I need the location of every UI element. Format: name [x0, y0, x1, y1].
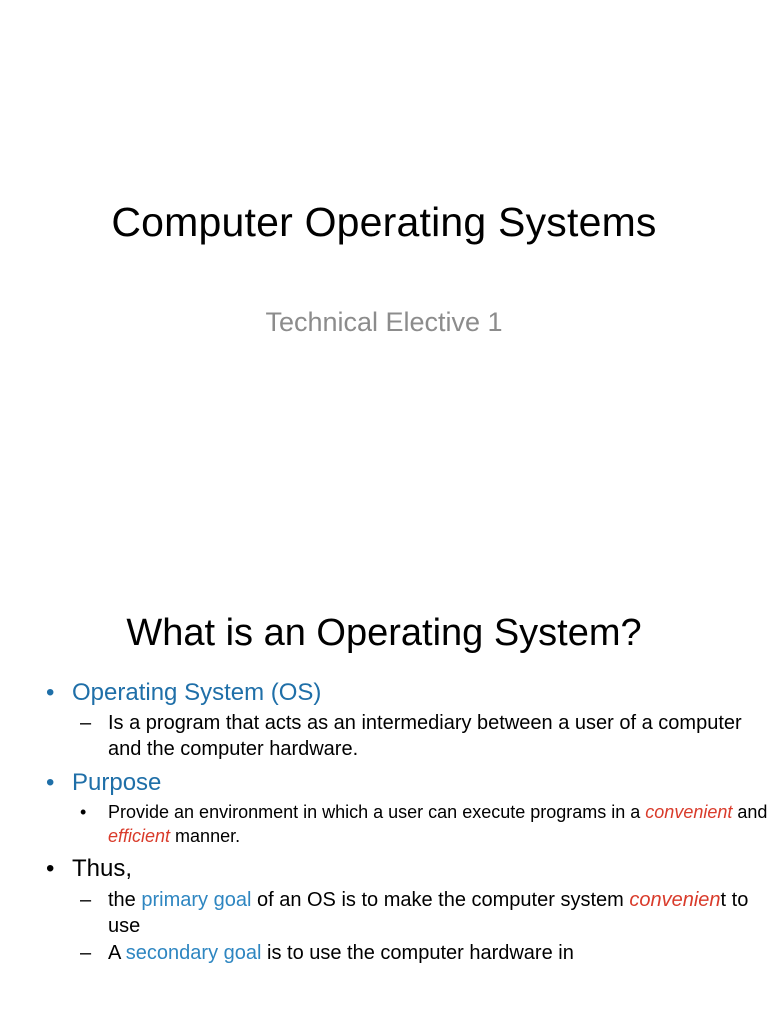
text-part-a: A	[108, 941, 126, 964]
list-item-primary-goal	[0, 887, 768, 939]
bullet-dash-icon: –	[80, 712, 92, 735]
bullet-dash-icon: –	[80, 888, 92, 911]
list-item-label: Thus,	[72, 854, 133, 882]
text-part-b: and	[732, 802, 768, 823]
list-item-os-desc	[0, 710, 768, 762]
page-title: Computer Operating Systems	[111, 199, 657, 245]
emphasis-convenient: convenien	[629, 888, 721, 911]
slide-heading: What is an Operating System?	[126, 612, 642, 654]
list-item-purpose	[0, 768, 768, 799]
bullet-list	[0, 678, 768, 966]
emphasis-secondary-goal: secondary goal	[125, 941, 262, 964]
list-item-text	[108, 889, 748, 937]
text-part-c: manner.	[170, 825, 241, 846]
emphasis-primary-goal: primary goal	[141, 888, 252, 911]
list-item-text	[108, 802, 767, 845]
bullet-dot-icon: •	[80, 802, 87, 823]
list-item-thus	[0, 854, 768, 885]
bullet-dash-icon: –	[80, 941, 92, 964]
emphasis-efficient: efficient	[108, 825, 171, 846]
bullet-dot-icon: •	[46, 769, 55, 797]
bullet-dot-icon: •	[46, 678, 55, 706]
content-slide	[0, 612, 768, 967]
text-part-a: the	[108, 888, 142, 911]
bullet-dot-icon: •	[46, 854, 55, 882]
list-item-label: Operating System (OS)	[72, 678, 322, 706]
text-part-b: of an OS is to make the computer system	[251, 888, 630, 911]
title-slide	[0, 200, 768, 338]
list-item-text	[108, 942, 574, 964]
list-item-secondary-goal	[0, 940, 768, 966]
text-part-a: Provide an environment in which a user can execute programs in a	[108, 802, 646, 823]
page-subtitle: Technical Elective 1	[265, 307, 503, 338]
emphasis-convenient: convenient	[645, 802, 733, 823]
text-part-c: t to use	[108, 888, 749, 937]
list-item-label: Purpose	[72, 769, 162, 797]
text-part-b: is to use the computer hardware in	[261, 941, 574, 964]
list-item-os	[0, 678, 768, 709]
list-item-text: Is a program that acts as an intermediary between a user of a computer and the computer hardware.	[108, 712, 742, 761]
list-item-purpose-desc	[0, 801, 768, 848]
